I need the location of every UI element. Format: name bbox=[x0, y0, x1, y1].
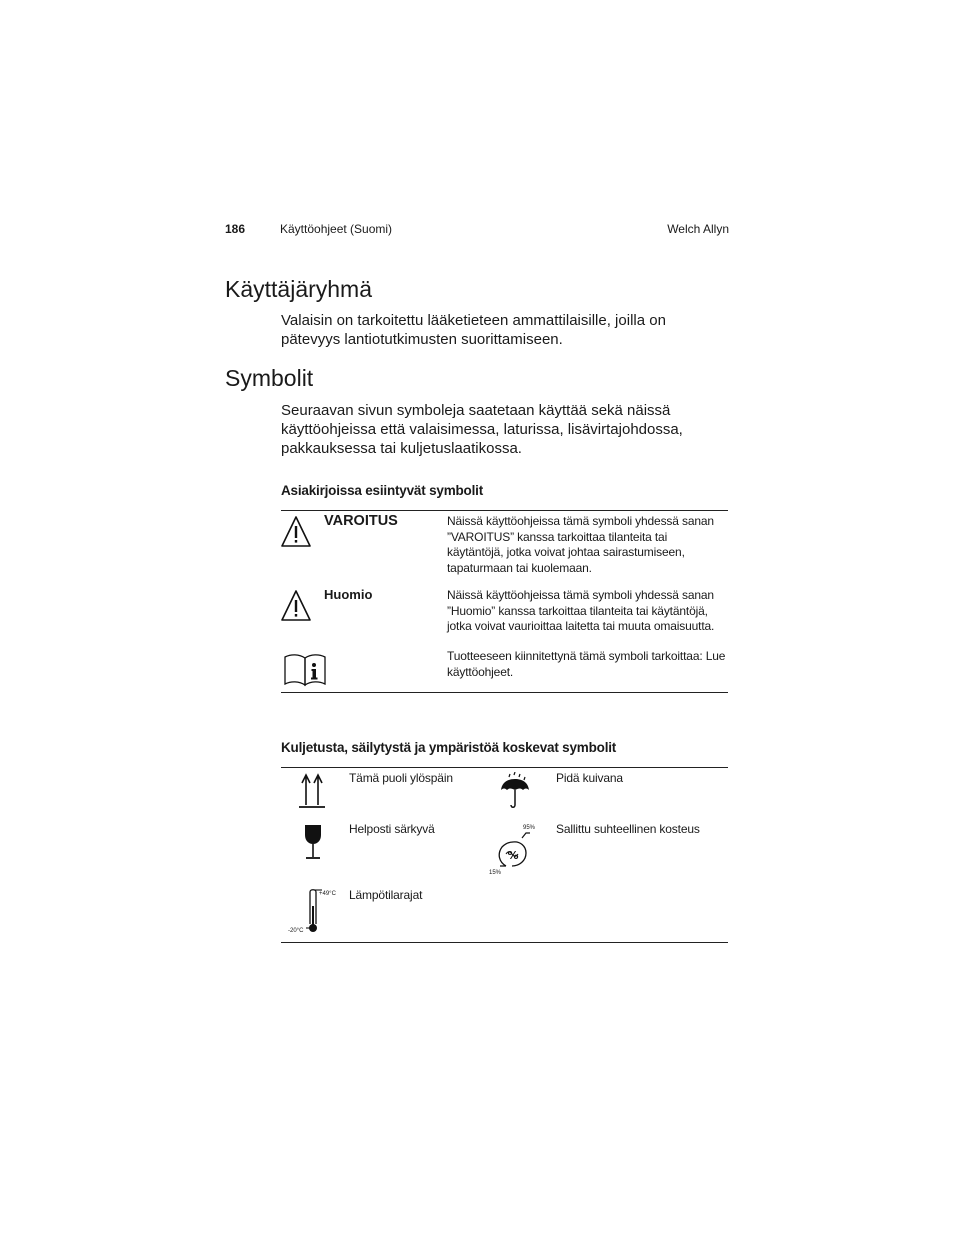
warning-description: Näissä käyttöohjeissa tämä symboli yhdessä sanan ”VAROITUS” kanssa tarkoittaa tilanteita tai käytäntöjä, jotka voivat johtaa sairastumiseen, tapaturmaan tai kuolemaan. bbox=[447, 514, 714, 575]
keep-dry-icon bbox=[498, 772, 532, 815]
warning-label: VAROITUS bbox=[324, 513, 398, 529]
humidity-lower-limit: 15% bbox=[489, 870, 502, 876]
keep-dry-label: Pidä kuivana bbox=[556, 771, 623, 785]
this-way-up-label: Tämä puoli ylöspäin bbox=[349, 771, 453, 785]
transport-table-bottom-rule bbox=[281, 942, 728, 943]
table-bottom-rule bbox=[281, 692, 728, 693]
humidity-limits-label: Sallittu suhteellinen kosteus bbox=[556, 822, 700, 836]
transport-table-top-rule bbox=[281, 767, 728, 768]
temperature-limits-label: Lämpötilarajat bbox=[349, 888, 423, 902]
humidity-upper-limit: 95% bbox=[523, 825, 536, 831]
warning-triangle-icon bbox=[280, 515, 312, 554]
symbols-paragraph: Seuraavan sivun symboleja saatetaan käyttää sekä näissä käyttöohjeissa että valaisimessa, laturissa, lisävirtajohdossa, pakkauksessa tai kuljetuslaatikossa. bbox=[281, 402, 683, 457]
svg-text:%: % bbox=[507, 849, 519, 862]
caution-description: Näissä käyttöohjeissa tämä symboli yhdessä sanan ”Huomio” kanssa tarkoittaa tilanteita tai käytäntöjä, jotka voivat vaurioittaa laitetta tai muuta omaisuutta. bbox=[447, 588, 715, 633]
document-title: Käyttöohjeet (Suomi) bbox=[280, 222, 393, 236]
page-number: 186 bbox=[225, 222, 246, 236]
caution-label: Huomio bbox=[324, 587, 373, 602]
doc-symbols-heading: Asiakirjoissa esiintyvät symbolit bbox=[281, 483, 483, 498]
humidity-limits-icon bbox=[496, 830, 530, 875]
table-top-rule bbox=[281, 510, 728, 511]
this-way-up-icon bbox=[298, 771, 328, 814]
read-manual-description: Tuotteeseen kiinnitettynä tämä symboli tarkoittaa: Lue käyttöohjeet. bbox=[447, 649, 726, 679]
section-heading-symbols: Symbolit bbox=[225, 365, 314, 391]
read-manual-icon bbox=[283, 653, 327, 692]
temperature-lower-limit: -20°C bbox=[288, 928, 304, 934]
transport-symbols-heading: Kuljetusta, säilytystä ja ympäristöä koskevat symbolit bbox=[281, 740, 617, 755]
brand-name: Welch Allyn bbox=[667, 222, 729, 236]
caution-triangle-icon bbox=[280, 589, 312, 628]
temperature-upper-limit: +49°C bbox=[319, 891, 336, 897]
user-group-paragraph: Valaisin on tarkoitettu lääketieteen ammattilaisille, joilla on pätevyys lantiotutkimusten suorittamiseen. bbox=[281, 312, 666, 348]
fragile-icon bbox=[302, 823, 324, 866]
fragile-label: Helposti särkyvä bbox=[349, 822, 435, 836]
section-heading-user-group: Käyttäjäryhmä bbox=[225, 276, 373, 302]
page-header bbox=[225, 222, 729, 238]
